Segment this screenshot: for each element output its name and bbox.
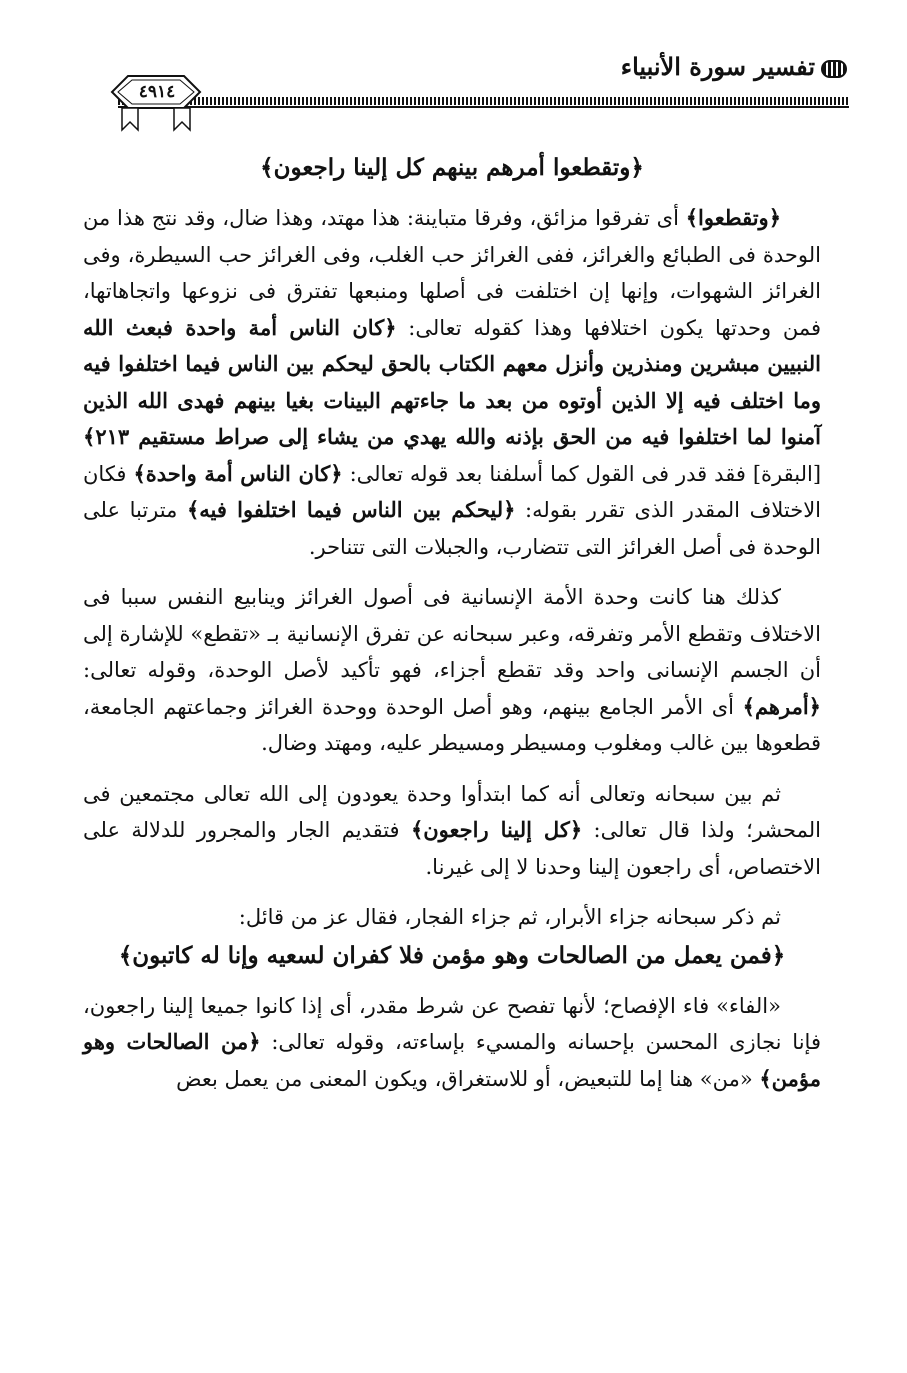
header-ornament-icon <box>821 60 847 78</box>
verse-heading: ﴿وتقطعوا أمرهم بينهم كل إلينا راجعون﴾ <box>260 154 644 181</box>
quran-quote: ﴿كان الناس أمة واحدة﴾ <box>133 460 343 486</box>
paragraph-2 <box>83 579 821 762</box>
paragraph-text: مترتبا على الوحدة فى أصل الغرائز التى تتضارب، والجبلات التى تتناحر. <box>83 498 821 559</box>
paragraph-4: ثم ذكر سبحانه جزاء الأبرار، ثم جزاء الفجار، فقال عز من قائل: <box>238 905 781 929</box>
paragraph-text: «من» هنا إما للتبعيض، أو للاستغراق، ويكون المعنى من يعمل بعض <box>176 1066 760 1091</box>
paragraph-1 <box>83 200 821 565</box>
quran-quote: ﴿كل إلينا راجعون﴾ <box>410 817 583 842</box>
paragraph-text: كذلك هنا كانت وحدة الأمة الإنسانية فى أصول الغرائز وينابيع النفس سببا فى الاختلاف وتقطع الأمر وتفرقه، وعبر سبحانه عن تفرق الإنسانية بـ «تقطع» للإشارة إلى أن الجسم الإنسانى واحد وقد تقطع أجزاء، فهو تأكيد لأصل الوحدة، وقوله تعالى: <box>83 585 821 682</box>
paragraph-text: أى تفرقوا مزائق، وفرقا متباينة: هذا مهتد، وهذا ضال، وقد نتج هذا من الوحدة فى الطبائع والغرائز، ففى الغرائز حب الغلب، وفى الغرائز حب السيطرة، وفى الغرائز الشهوات، وإنها إن اختلفت فى أصلها ومنبعها تفترق فى نزوعها واتجاهاتها، فمن وحدتها يكون اختلافها وهذا كقوله تعالى: <box>83 206 821 340</box>
paragraph-text: «الفاء» فاء الإفصاح؛ لأنها تفصح عن شرط مقدر، أى إذا كانوا جميعا إلينا راجعون، فإنا نجازى المحسن بإحسانه والمسيء بإساءته، وقوله تعالى: <box>83 993 821 1054</box>
quran-quote: ﴿من الصالحات وهو مؤمن﴾ <box>83 1029 821 1091</box>
quran-quote: ﴿ليحكم بين الناس فيما اختلفوا فيه﴾ <box>186 497 516 522</box>
quran-quote: ﴿وتقطعوا﴾ <box>685 205 781 230</box>
page-body <box>83 148 821 1097</box>
paragraph-text: [البقرة] فقد قدر فى القول كما أسلفنا بعد قوله تعالى: <box>342 461 822 486</box>
paragraph-text: أى الأمر الجامع بينهم، وهو أصل الوحدة ووحدة الغرائز وجماعتهم الجامعة، قطعوها بين غالب ومغلوب ومسيطر ومسيطر عليه، ومهتد وضال. <box>83 694 821 755</box>
paragraph-3 <box>83 776 821 886</box>
quran-quote: ﴿كان الناس أمة واحدة فبعث الله النبيين مبشرين ومنذرين وأنزل معهم الكتاب بالحق ليحكم بين الناس فيما اختلفوا فيه وما اختلف فيه إلا الذين أوتوه من بعد ما جاءتهم البينات بغيا بينهم فهدى الله الذين آمنوا لما اختلفوا فيه من الحق بإذنه والله يهدي من يشاء إلى صراط مستقيم ٢١٣﴾ <box>83 314 821 449</box>
paragraph-text: فكان الاختلاف المقدر الذى تقرر بقوله: <box>83 461 822 522</box>
paragraph-text: ثم بين سبحانه وتعالى أنه كما ابتدأوا وحدة يعودون إلى الله تعالى مجتمعين فى المحشر؛ ولذا قال تعالى: <box>83 781 821 842</box>
header-rule <box>118 97 849 105</box>
header-rule-line <box>118 106 849 108</box>
page-number: ٤٩١٤ <box>138 82 176 102</box>
quran-quote: ﴿أمرهم﴾ <box>742 693 821 719</box>
verse-heading-2: ﴿فمن يعمل من الصالحات وهو مؤمن فلا كفران لسعيه وإنا له كاتبون﴾ <box>118 941 786 969</box>
paragraph-5 <box>83 988 821 1098</box>
paragraph-text: فتقديم الجار والمجرور للدلالة على الاختصاص، أى راجعون إلينا وحدنا لا إلى غيرنا. <box>83 818 821 879</box>
running-title: تفسير سورة الأنبياء <box>620 52 815 81</box>
